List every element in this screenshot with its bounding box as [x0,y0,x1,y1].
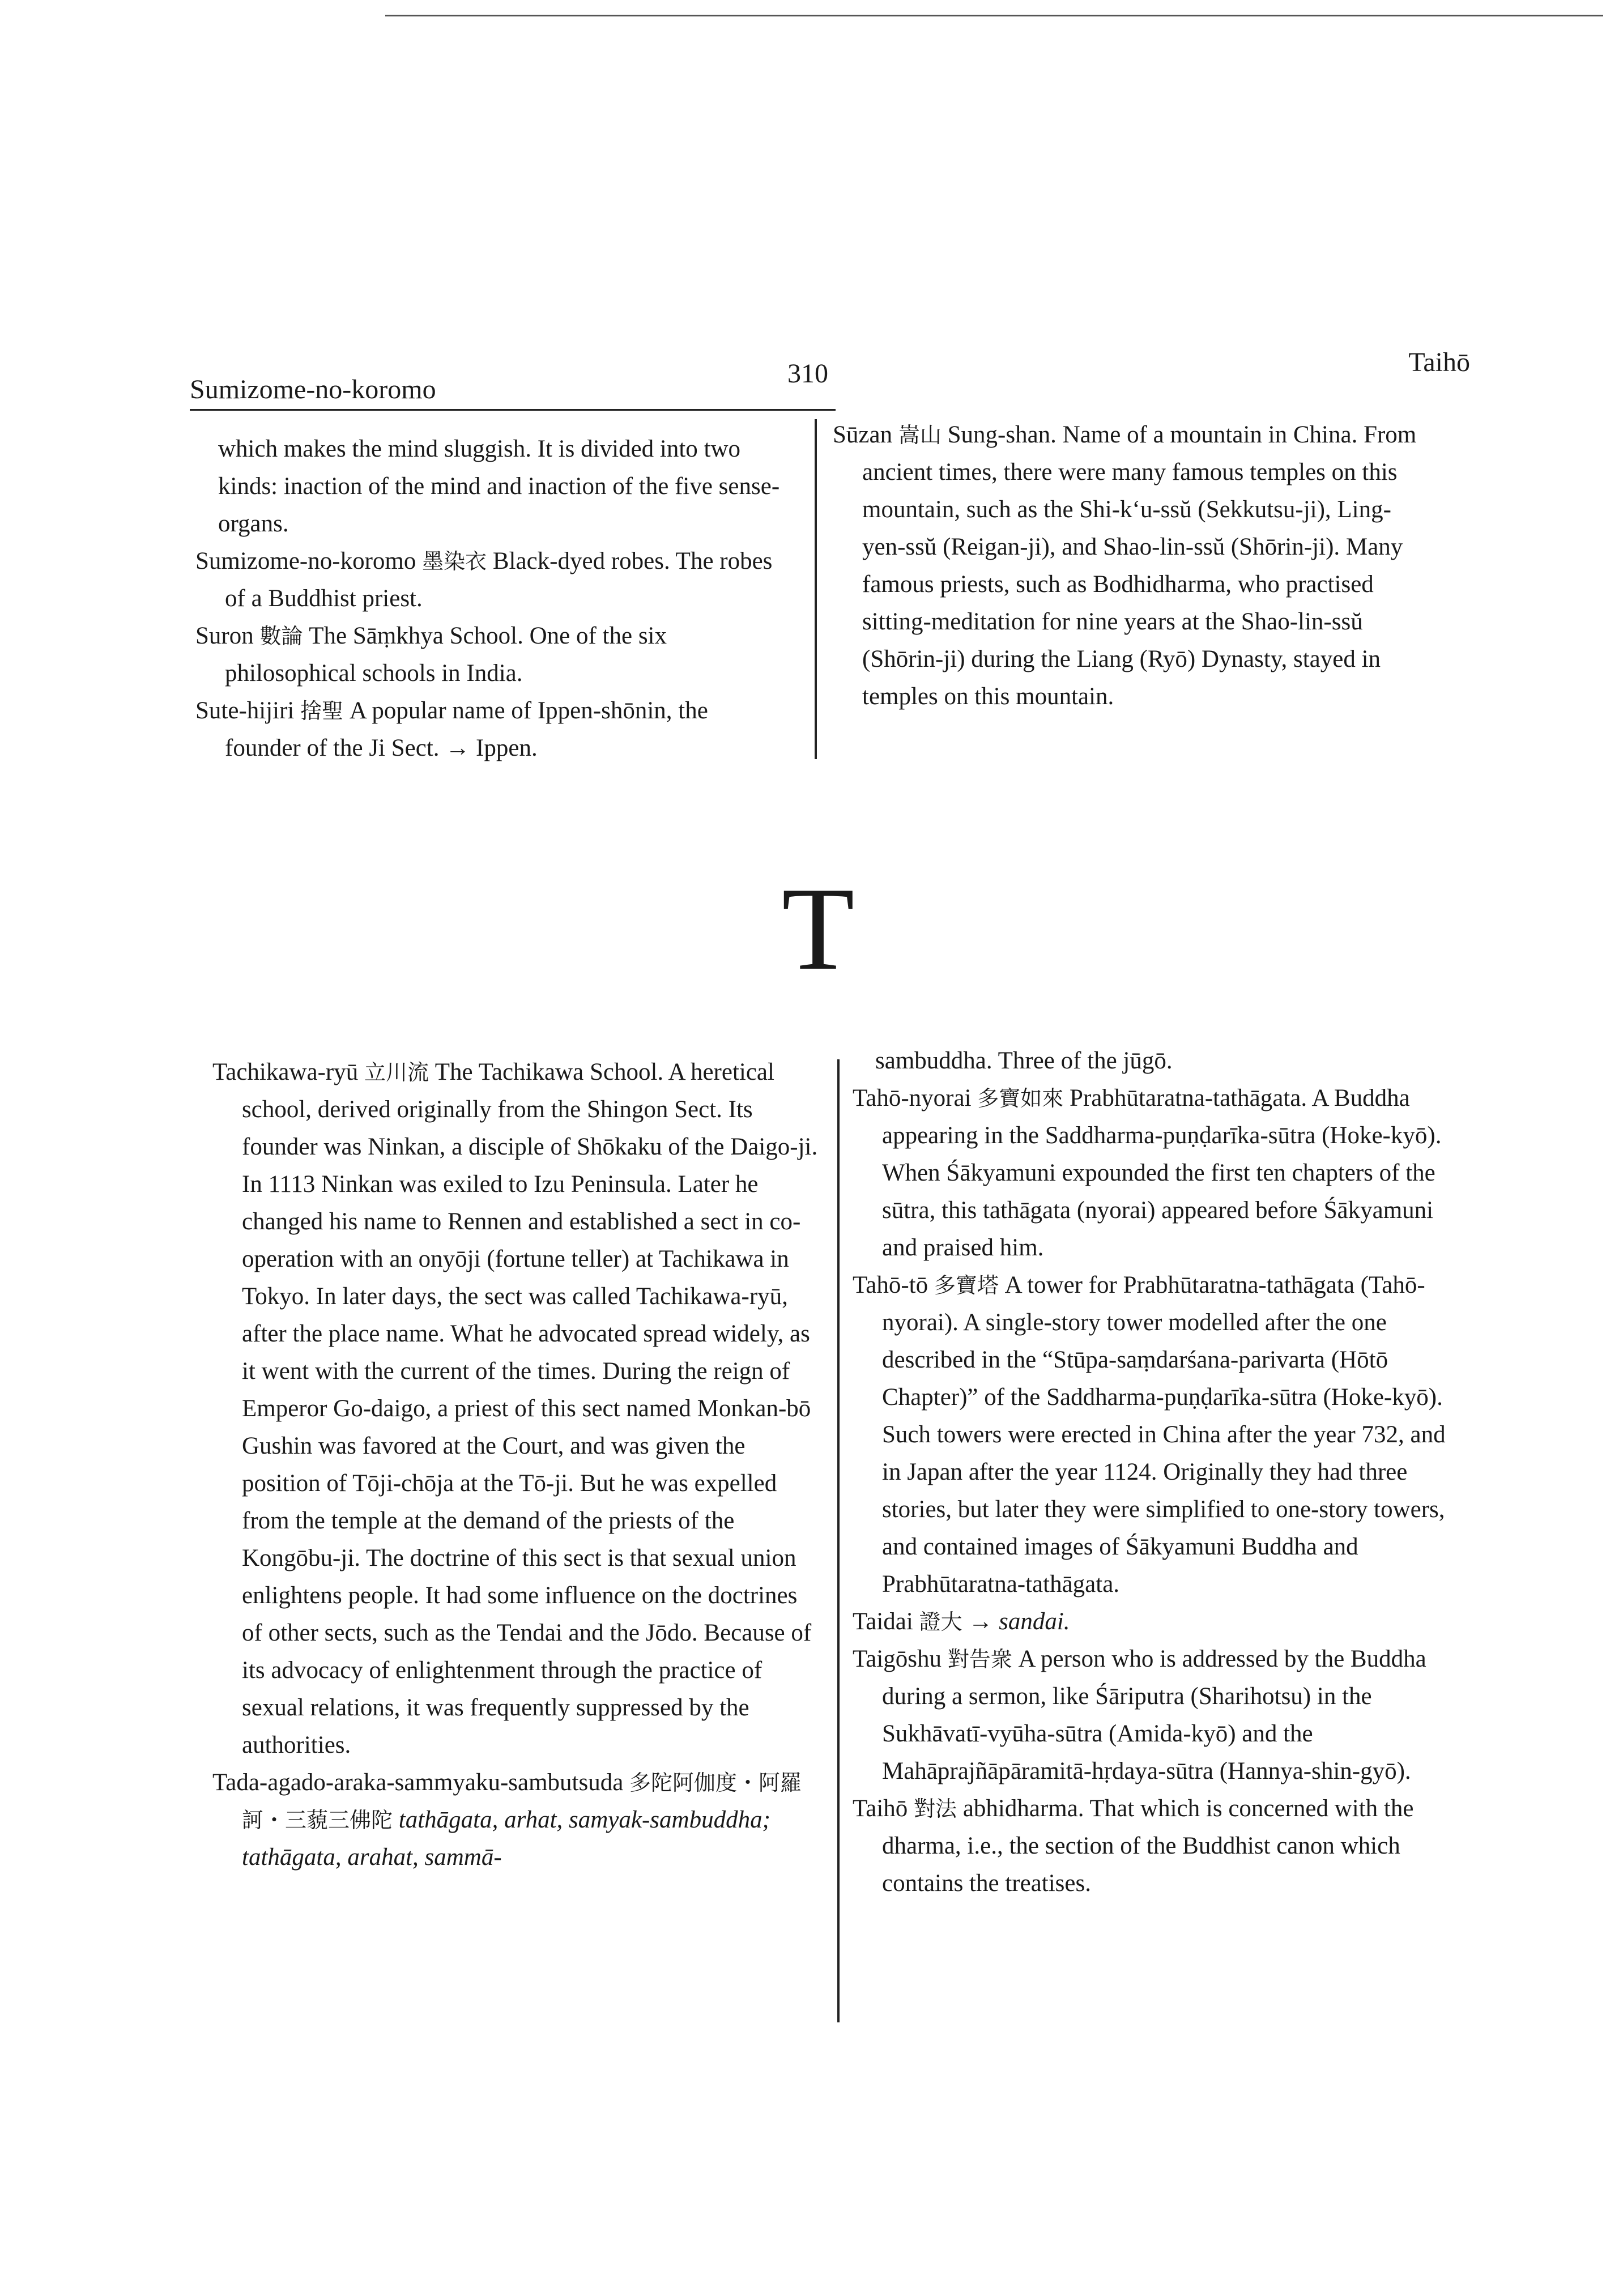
continued-entry: sambuddha. Three of the jūgō. [875,1047,1173,1074]
entry-text: A popular name of Ippen-shōnin, the founder of the Ji Sect. → Ippen. [225,697,708,761]
entry-text: abhidharma. That which is concerned with the dharma, i.e., the section of the Buddhist canon which contains the treatises. [882,1795,1414,1897]
entry-kanji: 對法 [914,1796,957,1821]
dictionary-entry [212,1764,819,1876]
entry-kanji: 多寶塔 [934,1273,999,1298]
entry-kanji: 嵩山 [898,423,942,448]
dictionary-entry [853,1641,1453,1790]
entry-kanji: 對告衆 [947,1647,1012,1672]
continued-entry: which makes the mind sluggish. It is divided into two kinds: inaction of the mind and inaction of the five sense-organs. [218,436,780,537]
entry-term: Tachikawa-ryū [212,1059,359,1085]
page-number: 310 [787,359,828,389]
bottom-left-column [212,1054,819,1876]
bottom-column-divider [837,1059,840,2022]
entry-term: Tada-agado-araka-sammyaku-sambutsuda [212,1769,624,1796]
entry-kanji: 墨染衣 [422,549,487,574]
entry-term: Sūzan [833,421,893,448]
entry-text: A tower for Prabhūtaratna-tathāgata (Tahō-nyorai). A single-story tower modelled after the one described in the “Stūpa-saṃdarśana-parivarta (Hōtō Chapter)” of the Saddharma-puṇḍarīka-sūtra (Hoke-kyō). Such towers were erected in China after the year 732, and in Japan after the year 1124. Originally they had three stories, but later they were simplified to one-story towers, and contained images of Śākyamuni Buddha and Prabhūtaratna-tathāgata. [882,1272,1446,1598]
top-scan-rule [385,15,1603,16]
entry-term: Tahō-nyorai [853,1085,972,1111]
page-header [190,347,1470,409]
entry-term: Tahō-tō [853,1272,928,1298]
entry-term: Sumizome-no-koromo [195,548,416,574]
entry-text: Sung-shan. Name of a mountain in China. From ancient times, there were many famous temples on this mountain, such as the Shi-k‘u-ssŭ (Sekkutsu-ji), Ling-yen-ssŭ (Reigan-ji), and Shao-lin-ssŭ (Shōrin-ji). Many famous priests, such as Bodhidharma, who practised sitting-meditation for nine years at the Shao-lin-ssŭ (Shōrin-ji) during the Liang (Ryō) Dynasty, stayed in temples on this mountain. [862,421,1417,710]
dictionary-entry [195,617,785,692]
dictionary-entry [853,1790,1453,1902]
entry-text: The Tachikawa School. A heretical school, derived originally from the Shingon Sect. Its founder was Ninkan, a disciple of Shōkaku of the Daigo-ji. In 1113 Ninkan was exiled to Izu Peninsula. Later he changed his name to Rennen and established a sect in co-operation with an onyōji (fortune teller) at Tachikawa in Tokyo. In later days, the sect was called Tachikawa-ryū, after the place name. What he advocated spread widely, as it went with the current of the times. During the reign of Emperor Go-daigo, a priest of this sect named Monkan-bō Gushin was favored at the Court, and was given the position of Tōji-chōja at the Tō-ji. But he was expelled from the temple at the demand of the priests of the Kongōbu-ji. The doctrine of this sect is that sexual union enlightens people. It had some influence on the doctrines of other sects, such as the Tendai and the Jōdo. Because of its advocacy of enlightenment through the practice of sexual relations, it was frequently suppressed by the authorities. [242,1059,818,1758]
entry-kanji: 證大 [919,1609,962,1634]
entry-term: Suron [195,623,254,649]
dictionary-entry [853,1080,1453,1267]
entry-text: The Sāṃkhya School. One of the six philosophical schools in India. [225,623,667,687]
entry-text: tathāgata, arhat, samyak-sambuddha; tathāgata, arahat, sammā- [242,1807,770,1871]
header-right-guide-word: Taihō [1408,347,1470,377]
bottom-right-column [853,1042,1453,1902]
entry-term: Taidai [853,1608,913,1635]
entry-text: Black-dyed robes. The robes of a Buddhist priest. [225,548,773,612]
entry-kanji: 立川流 [364,1060,429,1085]
top-left-column [195,431,785,767]
entry-text: A person who is addressed by the Buddha during a sermon, like Śāriputra (Sharihotsu) in the Sukhāvatī-vyūha-sūtra (Amida-kyō) and the Mahāprajñāpāramitā-hṛdaya-sūtra (Hannya-shin-gyō). [882,1646,1426,1784]
top-column-divider [815,419,817,759]
header-rule [190,409,836,411]
entry-kanji: 捨聖 [300,698,344,723]
top-right-column [833,416,1433,715]
dictionary-entry [853,1603,1453,1641]
dictionary-entry [195,543,785,617]
entry-kanji: 多寶如來 [977,1086,1064,1111]
entry-term: Taigōshu [853,1646,942,1672]
entry-term: Taihō [853,1795,908,1822]
header-left-guide-word: Sumizome-no-koromo [190,374,436,404]
entry-kanji: 數論 [259,624,303,649]
dictionary-entry [853,1267,1453,1603]
entry-kanji: 多陀阿伽度・阿羅訶・三藐三佛陀 [242,1770,802,1833]
dictionary-entry [195,692,785,767]
entry-text: → sandai. [968,1608,1070,1635]
dictionary-entry [833,416,1433,715]
entry-term: Sute-hijiri [195,697,295,724]
entry-text: Prabhūtaratna-tathāgata. A Buddha appearing in the Saddharma-puṇḍarīka-sūtra (Hoke-kyō). When Śākyamuni expounded the first ten chapters of the sūtra, this tathāgata (nyorai) appeared before Śākyamuni and praised him. [882,1085,1442,1261]
dictionary-entry [212,1054,819,1764]
section-letter: T [782,863,855,995]
